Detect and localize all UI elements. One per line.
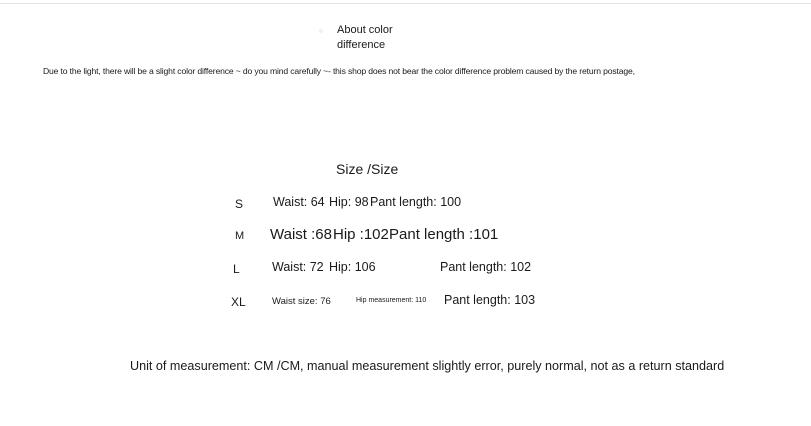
hip-l: Hip: 106 (329, 260, 376, 274)
size-table-title: Size /Size (336, 161, 399, 177)
top-divider (0, 3, 811, 4)
pant-length-m: Pant length :101 (389, 226, 499, 243)
color-disclaimer: Due to the light, there will be a slight color difference ~ do you mind carefully ~- this shop does not bear the color difference problem caused by the return postage, (43, 66, 635, 76)
waist-s: Waist: 64 (273, 195, 325, 209)
hip-s: Hip: 98 (329, 195, 369, 209)
size-code-m: M (235, 230, 245, 242)
size-code-xl: XL (231, 295, 246, 309)
size-code-l: L (233, 262, 240, 276)
pant-length-s: Pant length: 100 (370, 195, 462, 209)
waist-m: Waist :68 (270, 226, 332, 243)
bullet-dot-icon (319, 29, 323, 33)
pant-length-xl: Pant length: 103 (444, 293, 536, 307)
pant-length-l: Pant length: 102 (440, 260, 532, 274)
color-note-title: About color difference (337, 24, 393, 51)
waist-xl: Waist size: 76 (272, 296, 331, 307)
size-code-s: S (235, 197, 244, 211)
color-note (321, 23, 411, 53)
hip-m: Hip :102 (333, 226, 389, 243)
measurement-unit-note: Unit of measurement: CM /CM, manual measurement slightly error, purely normal, not as a return standard (130, 359, 725, 373)
hip-xl: Hip measurement: 110 (356, 297, 427, 304)
waist-l: Waist: 72 (272, 260, 324, 274)
